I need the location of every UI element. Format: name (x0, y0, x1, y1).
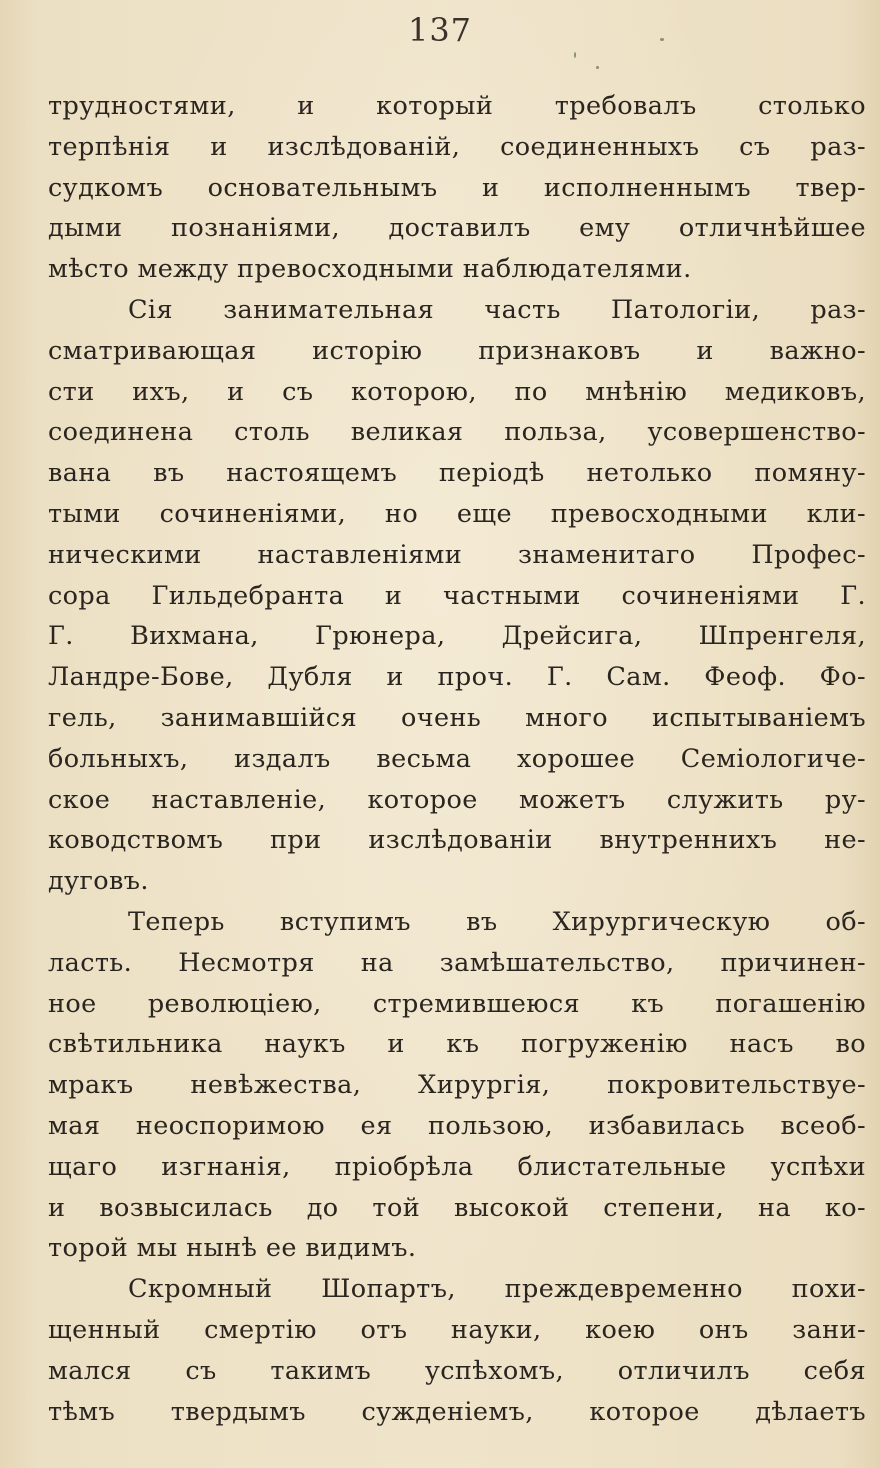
text-line: гель, занимавшійся очень много испытываніемъ (48, 702, 866, 733)
text-line: Ландре-Бове, Дубля и проч. Г. Сам. Феоф. Фо- (48, 662, 866, 693)
text-line: тѣмъ твердымъ сужденіемъ, которое дѣлаетъ (48, 1396, 866, 1427)
text-line: сматривающая исторію признаковъ и важно- (48, 335, 866, 366)
text-line: мался съ такимъ успѣхомъ, отличилъ себя (48, 1355, 866, 1386)
text-line: ководствомъ при изслѣдованіи внутреннихъ не- (48, 825, 866, 856)
text-line: терпѣнія и изслѣдованій, соединенныхъ съ раз- (48, 131, 866, 162)
text-line: щенный смертію отъ науки, коею онъ зани- (48, 1314, 866, 1345)
text-line: вана въ настоящемъ періодѣ нетолько помяну- (48, 458, 866, 489)
text-line: мракъ невѣжества, Хирургія, покровительствуе- (48, 1070, 866, 1101)
text-line: сти ихъ, и съ которою, по мнѣнію медиковъ, (48, 376, 866, 407)
text-line: Г. Вихмана, Грюнера, Дрейсига, Шпренгеля, (48, 621, 866, 652)
text-line: Теперь вступимъ въ Хирургическую об- (128, 906, 866, 937)
text-line: дуговъ. (48, 866, 149, 897)
body-text (48, 86, 866, 1432)
text-line: мѣсто между превосходными наблюдателями. (48, 254, 692, 285)
text-line: соединена столь великая польза, усовершенство- (48, 417, 866, 448)
text-line: Скромный Шопартъ, преждевременно похи- (128, 1274, 866, 1305)
text-line: тыми сочиненіями, но еще превосходными кли- (48, 498, 866, 529)
text-line: сора Гильдебранта и частными сочиненіями Г. (48, 580, 866, 611)
text-line: щаго изгнанія, пріобрѣла блистательные успѣхи (48, 1151, 866, 1182)
text-line: ласть. Несмотря на замѣшательство, причинен- (48, 947, 866, 978)
text-line: судкомъ основательнымъ и исполненнымъ твер- (48, 172, 866, 203)
text-line: Сія занимательная часть Патологіи, раз- (128, 294, 866, 325)
ink-speck (574, 52, 576, 58)
text-line: ническими наставленіями знаменитаго Профес- (48, 539, 866, 570)
ink-speck (596, 66, 599, 69)
text-line: ное революціею, стремившеюся къ погашенію (48, 988, 866, 1019)
text-line: трудностями, и который требовалъ столько (48, 91, 866, 121)
text-line: свѣтильника наукъ и къ погруженію насъ во (48, 1029, 866, 1060)
text-line: торой мы нынѣ ее видимъ. (48, 1233, 417, 1264)
ink-speck (660, 38, 664, 41)
page-number: 137 (407, 11, 473, 49)
text-line: ское наставленіе, которое можетъ служить ру- (48, 784, 866, 815)
text-line: мая неоспоримою ея пользою, избавилась всеоб- (48, 1110, 866, 1141)
text-line: дыми познаніями, доставилъ ему отличнѣйшее (48, 213, 866, 244)
text-line: больныхъ, издалъ весьма хорошее Семіологиче- (48, 743, 866, 774)
text-line: и возвысилась до той высокой степени, на ко- (48, 1192, 866, 1223)
